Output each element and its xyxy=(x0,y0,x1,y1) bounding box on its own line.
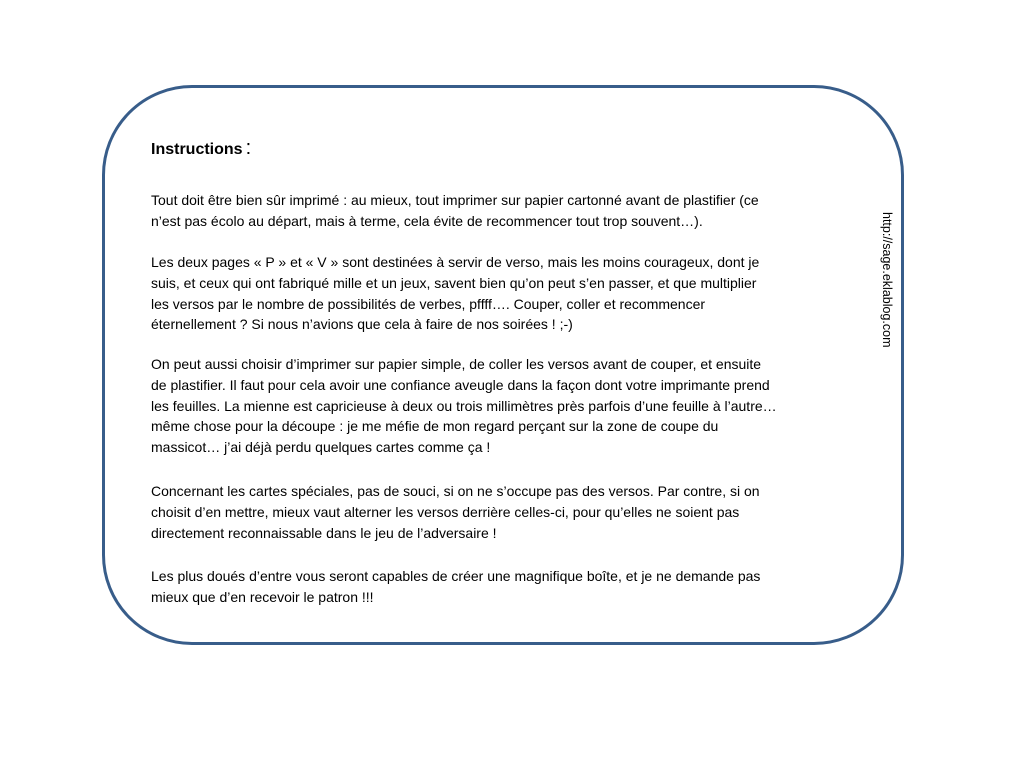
paragraph-special-cards: Concernant les cartes spéciales, pas de souci, si on ne s’occupe pas des versos. Par contre, si on choisit d’en mettre, mieux vaut alterner les versos derrière celles-ci, pour qu’elles ne soient pas directement reconnaissable dans le jeu de l’adversaire ! xyxy=(151,483,760,541)
blog-url: http://sage.eklablog.com xyxy=(880,212,894,348)
paragraph-printing: Tout doit être bien sûr imprimé : au mieux, tout imprimer sur papier cartonné avant de plastifier (ce n’est pas écolo au départ, mais à terme, cela évite de recommencer tout trop souvent…). xyxy=(151,192,759,229)
title-colon: : xyxy=(245,137,252,159)
paragraph-box: Les plus doués d’entre vous seront capables de créer une magnifique boîte, et je ne demande pas mieux que d’en recevoir le patron !!! xyxy=(151,568,761,605)
title-text: Instructions xyxy=(151,141,243,158)
paragraph-verso-pages: Les deux pages « P » et « V » sont destinées à servir de verso, mais les moins courageux, dont je suis, et ceux qui ont fabriqué mille et un jeux, savent bien qu’on peut s’en passer, et que multiplier les versos par le nombre de possibilités de verbes, pffff…. Couper, coller et recommencer éternellement ? Si nous n’avions que cela à faire de nos soirées ! ;-) xyxy=(151,254,760,333)
paragraph-simple-paper: On peut aussi choisir d’imprimer sur papier simple, de coller les versos avant de couper, et ensuite de plastifier. Il faut pour cela avoir une confiance aveugle dans la façon dont votre imprimante prend les feuilles. La mienne est capricieuse à deux ou trois millimètres près parfois d’une feuille à l’autre… même chose pour la découpe : je me méfie de mon regard perçant sur la zone de coupe du massicot… j’ai déjà perdu quelques cartes comme ça ! xyxy=(151,356,777,456)
instructions-title xyxy=(151,138,251,160)
